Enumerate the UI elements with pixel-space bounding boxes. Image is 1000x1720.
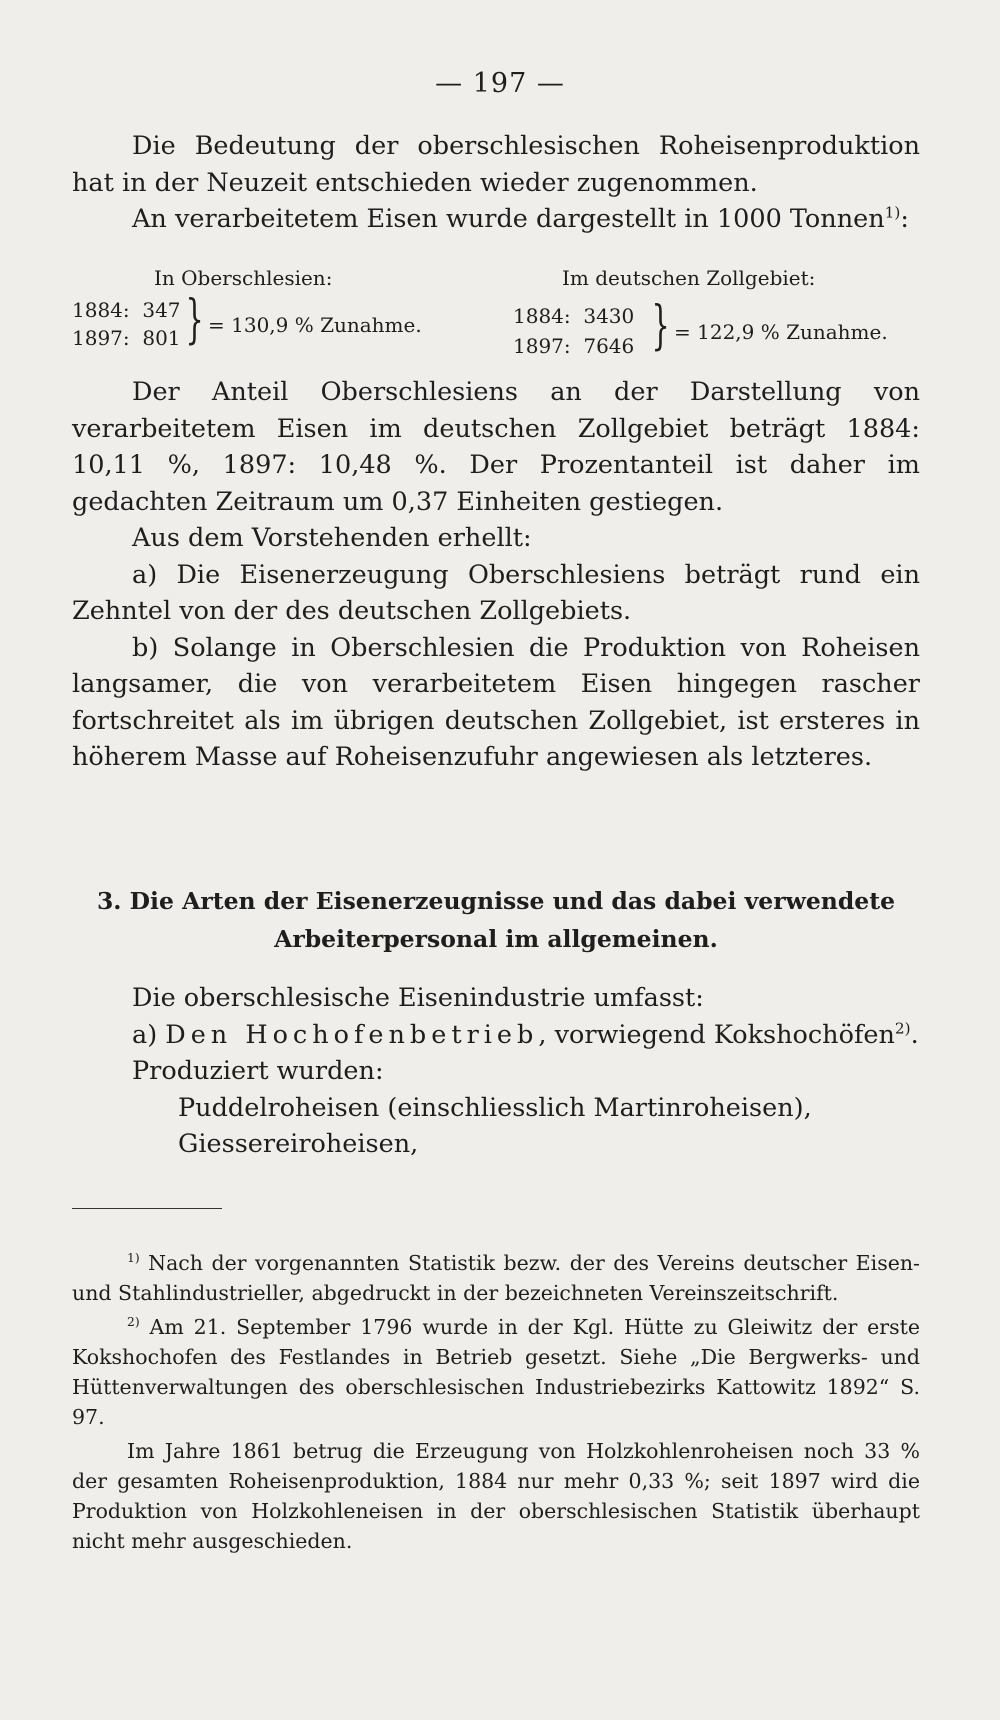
right-result: = 122,9 % Zunahme.	[674, 320, 888, 344]
section-heading	[72, 882, 920, 958]
paragraph-8	[72, 1017, 920, 1054]
right-row-1897: 1897: 7646	[513, 334, 635, 358]
footnotes	[72, 1248, 920, 1556]
paragraph-7: Die oberschlesische Eisenindustrie umfasst:	[132, 983, 704, 1013]
footnote-1-mark: 1)	[127, 1251, 140, 1266]
right-brace: }	[651, 296, 670, 356]
intro-text	[72, 128, 920, 238]
left-brace: }	[185, 290, 204, 350]
paragraph-8-rest: , vorwiegend Kokshochöfen	[538, 1019, 895, 1050]
analysis-text	[72, 374, 920, 776]
production-comparison-table	[72, 266, 920, 366]
paragraph-2-text: An verarbeitetem Eisen wurde dargestellt in 1000 Tonnen	[132, 204, 885, 234]
section-heading-line-1: 3. Die Arten der Eisenerzeugnisse und das dabei verwendete	[96, 887, 896, 915]
footnote-2-text: Am 21. September 1796 wurde in der Kgl. Hütte zu Gleiwitz der erste Kokshochofen des Festlandes in Betrieb gesetzt. Siehe „Die Bergwerks- und Hüttenverwaltungen des oberschlesischen Industriebezirks Kattowitz 1892“ S. 97.	[72, 1315, 920, 1429]
list-item-puddelroheisen: Puddelroheisen (einschliesslich Martinroheisen),	[178, 1092, 812, 1123]
footnote-ref-2: 2)	[894, 1019, 911, 1037]
right-header: Im deutschen Zollgebiet:	[562, 266, 816, 290]
page-number: — 197 —	[435, 68, 565, 99]
paragraph-4: Aus dem Vorstehenden erhellt:	[132, 523, 532, 553]
section-heading-line-2: Arbeiterpersonal im allgemeinen.	[274, 925, 718, 953]
paragraph-8-end: .	[910, 1019, 919, 1050]
footnote-1-text: Nach der vorgenannten Statistik bezw. der des Vereins deutscher Eisen- und Stahlindustrieller, abgedruckt in der bezeichneten Vereinszeitschrift.	[72, 1251, 920, 1305]
section-text	[72, 980, 920, 1163]
footnote-2-mark: 2)	[127, 1315, 140, 1330]
paragraph-5: a) Die Eisenerzeugung Oberschlesiens beträgt rund ein Zehntel von der des deutschen Zollgebiets.	[72, 559, 920, 626]
footnote-divider	[72, 1208, 222, 1209]
left-row-1884: 1884: 347	[72, 298, 181, 322]
paragraph-2	[72, 201, 920, 238]
left-header: In Oberschlesien:	[154, 266, 333, 290]
list-item-giessereiroheisen: Giessereiroheisen,	[178, 1129, 419, 1159]
left-row-1897: 1897: 801	[72, 326, 181, 350]
right-row-1884: 1884: 3430	[513, 304, 635, 328]
paragraph-2-end: :	[900, 204, 909, 234]
left-result: = 130,9 % Zunahme.	[208, 313, 422, 337]
paragraph-8-spaced: Den Hochofenbetrieb	[165, 1019, 539, 1050]
footnote-2-continuation: Im Jahre 1861 betrug die Erzeugung von Holzkohlenroheisen noch 33 % der gesamten Roheisenproduktion, 1884 nur mehr 0,33 %; seit 1897 wird die Produktion von Holzkohleneisen in der oberschlesischen Statistik überhaupt nicht mehr ausgeschieden.	[72, 1439, 920, 1553]
footnote-2	[72, 1312, 920, 1432]
footnote-1	[72, 1248, 920, 1308]
footnote-ref-1: 1)	[884, 203, 901, 222]
paragraph-1: Die Bedeutung der oberschlesischen Roheisenproduktion hat in der Neuzeit entschieden wieder zugenommen.	[72, 131, 920, 198]
paragraph-6: b) Solange in Oberschlesien die Produktion von Roheisen langsamer, die von verarbeitetem Eisen hingegen rascher fortschreitet als im übrigen deutschen Zollgebiet, ist ersteres in höherem Masse auf Roheisenzufuhr angewiesen als letzteres.	[72, 632, 920, 772]
paragraph-9: Produziert wurden:	[132, 1056, 384, 1086]
paragraph-3: Der Anteil Oberschlesiens an der Darstellung von verarbeitetem Eisen im deutschen Zollgebiet beträgt 1884: 10,11 %, 1897: 10,48 %. Der Prozentanteil ist daher im gedachten Zeitraum um 0,37 Einheiten gestiegen.	[72, 377, 920, 517]
paragraph-8-prefix: a)	[132, 1019, 166, 1050]
